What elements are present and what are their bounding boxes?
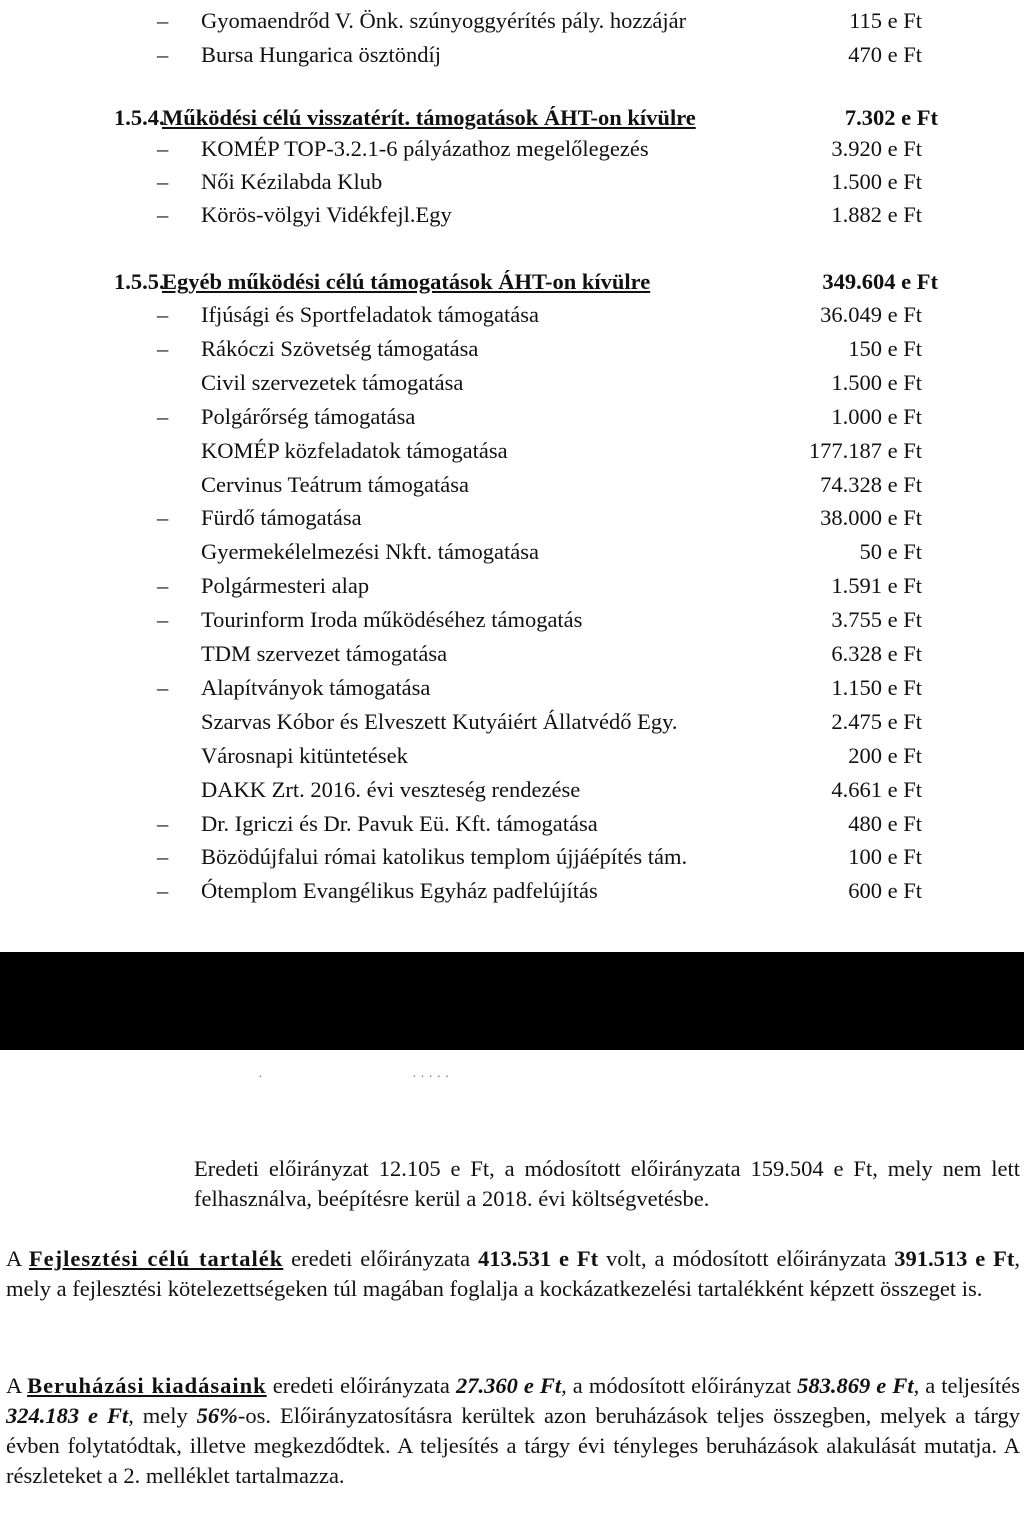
list-item <box>0 200 1024 230</box>
value-percent: 56% <box>196 1403 238 1428</box>
item-label: Ótemplom Evangélikus Egyház padfelújítás <box>201 878 598 904</box>
list-item <box>0 809 1024 839</box>
text-run: -os. Előirányzatosításra kerültek azon beruházások teljes összegben, melyek a tárgy évben folytatódtak, illetve megkezdődtek. A teljesítés a tárgy évi tényleges beruházások alakulását mutatja. A részleteket a 2. melléklet tartalmazza. <box>6 1403 1020 1488</box>
item-label: Körös-völgyi Vidékfejl.Egy <box>201 202 452 227</box>
list-item <box>0 436 1024 466</box>
item-amount: 6.328 e Ft <box>831 641 922 666</box>
item-amount: 150 e Ft <box>848 335 922 361</box>
text-run: A <box>6 1246 29 1271</box>
item-amount: 1.500 e Ft <box>831 369 922 395</box>
section-heading <box>0 267 1024 297</box>
bullet-dash: – <box>157 810 169 836</box>
item-amount: 100 e Ft <box>848 844 922 870</box>
item-label: Szarvas Kóbor és Elveszett Kutyáiért Állatvédő Egy. <box>201 708 678 734</box>
item-label: Bursa Hungarica ösztöndíj <box>201 42 441 67</box>
item-amount: 36.049 e Ft <box>820 302 922 327</box>
text-run: volt, a módosított előirányzata <box>598 1246 895 1271</box>
list-item <box>0 6 1024 36</box>
list-item <box>0 300 1024 330</box>
item-label: Rákóczi Szövetség támogatása <box>201 335 479 361</box>
item-amount: 177.187 e Ft <box>808 437 922 463</box>
paragraph-reserve-note <box>194 1154 1020 1214</box>
value-original: 413.531 e Ft <box>478 1246 599 1271</box>
list-item <box>0 775 1024 805</box>
list-item <box>0 402 1024 432</box>
item-amount: 74.328 e Ft <box>820 471 922 497</box>
item-label: DAKK Zrt. 2016. évi veszteség rendezése <box>201 776 581 802</box>
section-title: Egyéb működési célú támogatások ÁHT-on kívülre <box>162 269 651 294</box>
text-run: , a módosított előirányzat <box>561 1373 798 1398</box>
list-item <box>0 368 1024 398</box>
item-label: Gyomaendrőd V. Önk. szúnyoggyérítés pály. hozzájár <box>201 8 687 33</box>
term-fejlesztesi-tartalek: Fejlesztési célú tartalék <box>28 1246 284 1271</box>
bullet-dash: – <box>157 335 169 361</box>
item-label: Ifjúsági és Sportfeladatok támogatása <box>201 302 540 327</box>
list-item <box>0 503 1024 533</box>
bullet-dash: – <box>157 136 169 161</box>
list-item <box>0 134 1024 164</box>
redacted-block <box>0 952 1024 1050</box>
item-amount: 1.150 e Ft <box>831 674 922 700</box>
item-label: Cervinus Teátrum támogatása <box>201 471 469 497</box>
bullet-dash: – <box>157 42 169 67</box>
item-label: TDM szervezet támogatása <box>201 641 448 666</box>
section-number: 1.5.4. <box>114 105 165 130</box>
list-item <box>0 537 1024 567</box>
section-total: 7.302 e Ft <box>844 105 938 130</box>
item-amount: 1.882 e Ft <box>831 202 922 227</box>
item-amount: 3.920 e Ft <box>831 136 922 161</box>
section-heading <box>0 103 1024 133</box>
list-item <box>0 876 1024 906</box>
item-amount: 600 e Ft <box>848 878 922 904</box>
list-item <box>0 167 1024 197</box>
paragraph-text <box>6 1371 1020 1491</box>
list-item <box>0 639 1024 669</box>
text-run: , mely <box>128 1403 197 1428</box>
bullet-dash: – <box>157 607 169 633</box>
list-item <box>0 605 1024 635</box>
item-amount: 1.000 e Ft <box>831 403 922 429</box>
item-amount: 1.591 e Ft <box>831 573 922 599</box>
value-modified: 583.869 e Ft <box>797 1373 914 1398</box>
item-amount: 2.475 e Ft <box>831 708 922 734</box>
item-amount: 115 e Ft <box>849 8 922 33</box>
bullet-dash: – <box>157 878 169 904</box>
scan-artifact: · · · · · <box>412 1070 450 1085</box>
item-label: Polgármesteri alap <box>201 573 370 599</box>
list-item <box>0 470 1024 500</box>
item-amount: 480 e Ft <box>848 810 922 836</box>
bullet-dash: – <box>157 505 169 531</box>
list-item <box>0 571 1024 601</box>
item-amount: 50 e Ft <box>859 539 922 565</box>
item-label: Civil szervezetek támogatása <box>201 369 464 395</box>
value-modified: 391.513 e Ft <box>894 1246 1015 1271</box>
text-run: , mely a fejlesztési kötelezettségeken túl magában foglalja a kockázatkezelési tartalékként képzett összeget is. <box>6 1246 1020 1301</box>
item-amount: 3.755 e Ft <box>831 607 922 633</box>
list-item <box>0 707 1024 737</box>
list-item <box>0 334 1024 364</box>
item-amount: 200 e Ft <box>848 742 922 768</box>
item-label: Polgárőrség támogatása <box>201 403 416 429</box>
section-number: 1.5.5. <box>114 269 165 294</box>
section-total: 349.604 e Ft <box>822 269 938 294</box>
text-run: eredeti előirányzata <box>283 1246 479 1271</box>
scan-artifact: · <box>258 1070 263 1085</box>
item-amount: 470 e Ft <box>848 42 922 67</box>
item-label: Női Kézilabda Klub <box>201 169 383 194</box>
text-run: , a teljesítés <box>913 1373 1020 1398</box>
term-beruhazasi-kiadasok: Beruházási kiadásaink <box>27 1373 267 1398</box>
section-title: Működési célú visszatérít. támogatások ÁHT-on kívülre <box>162 105 696 130</box>
bullet-dash: – <box>157 674 169 700</box>
item-label: KOMÉP TOP-3.2.1-6 pályázathoz megelőlegezés <box>201 136 649 161</box>
text-run: A <box>6 1373 28 1398</box>
item-amount: 4.661 e Ft <box>831 776 922 802</box>
paragraph-investments <box>6 1371 1020 1491</box>
bullet-dash: – <box>157 403 169 429</box>
item-label: Gyermekélelmezési Nkft. támogatása <box>201 539 539 565</box>
item-label: Alapítványok támogatása <box>201 674 431 700</box>
bullet-dash: – <box>157 202 169 227</box>
list-item <box>0 40 1024 70</box>
paragraph-development-reserve <box>6 1244 1020 1304</box>
bullet-dash: – <box>157 573 169 599</box>
item-label: Dr. Igriczi és Dr. Pavuk Eü. Kft. támogatása <box>201 810 598 836</box>
item-label: Fürdő támogatása <box>201 505 362 531</box>
list-item <box>0 842 1024 872</box>
item-label: Bözödújfalui római katolikus templom újjáépítés tám. <box>201 844 688 870</box>
item-label: KOMÉP közfeladatok támogatása <box>201 437 508 463</box>
paragraph-text <box>6 1244 1020 1304</box>
bullet-dash: – <box>157 8 169 33</box>
paragraph-text: Eredeti előirányzat 12.105 e Ft, a módosított előirányzata 159.504 e Ft, mely nem lett felhasználva, beépítésre kerül a 2018. évi költségvetésbe. <box>194 1156 1020 1211</box>
list-item <box>0 673 1024 703</box>
item-amount: 1.500 e Ft <box>831 169 922 194</box>
bullet-dash: – <box>157 302 169 327</box>
item-label: Városnapi kitüntetések <box>201 742 408 768</box>
value-original: 27.360 e Ft <box>455 1373 562 1398</box>
text-run: eredeti előirányzata <box>266 1373 456 1398</box>
list-item <box>0 741 1024 771</box>
bullet-dash: – <box>157 169 169 194</box>
bullet-dash: – <box>157 844 169 870</box>
value-fulfilled: 324.183 e Ft <box>6 1403 129 1428</box>
item-amount: 38.000 e Ft <box>820 505 922 531</box>
item-label: Tourinform Iroda működéséhez támogatás <box>201 607 583 633</box>
